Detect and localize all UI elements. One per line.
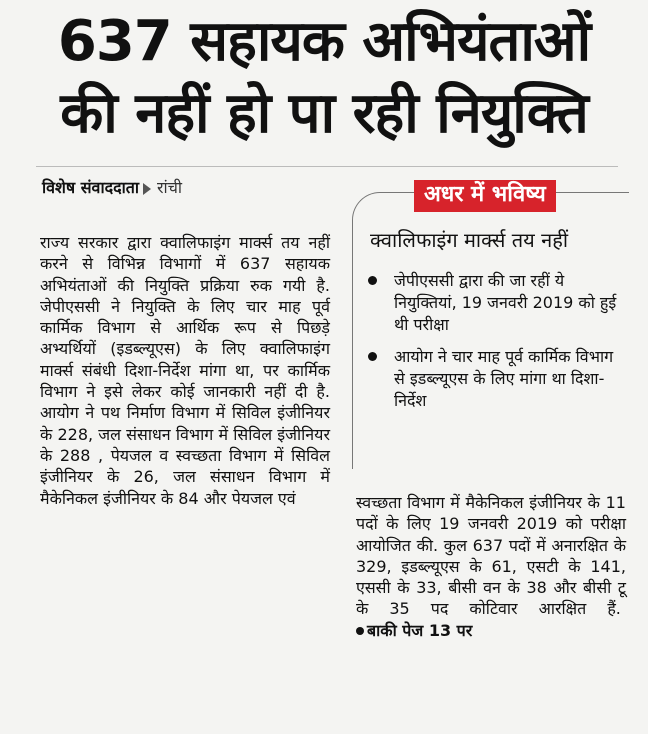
- article-paragraph-right-text: स्वच्छता विभाग में मैकेनिकल इंजीनियर के 11 पदों के लिए 19 जनवरी 2019 को परीक्षा आयोजित की. कुल 637 पदों में अनारक्षित के 329, इडब्ल्यूएस के 61, एसटी के 141, एससी के 33, बीसी वन के 38 और बीसी टू के 35 पद कोटिवार आरक्षित हैं.: [356, 493, 626, 619]
- continued-jump-text: बाकी पेज 13 पर: [367, 620, 473, 640]
- bullet-dot-icon: [356, 627, 364, 635]
- headline-line-1: 637 सहायक अभियंताओं: [57, 9, 591, 74]
- byline-reporter: विशेष संवाददाता: [42, 178, 139, 197]
- byline-city: रांची: [157, 178, 182, 197]
- sidebar-bullet-item: [364, 346, 628, 412]
- byline: [42, 176, 182, 198]
- article-paragraph-right: [356, 492, 626, 641]
- sidebar-tag: अधर में भविष्य: [414, 180, 556, 212]
- sidebar-bullet-item: [364, 270, 628, 336]
- article-paragraph-left: राज्य सरकार द्वारा क्वालिफाइंग मार्क्स तय नहीं करने से विभिन्न विभागों में 637 सहायक अभियंताओं की नियुक्ति प्रक्रिया रुक गयी है. जेपीएससी ने नियुक्ति के लिए चार माह पूर्व कार्मिक विभाग से आर्थिक रूप से पिछड़े अभ्यर्थियों (इडब्ल्यूएस) के लिए क्वालिफाइंग मार्क्स संबंधी दिशा-निर्देश मांगा था, पर कार्मिक विभाग ने इसे लेकर कोई जानकारी नहीं दी है. आयोग ने पथ निर्माण विभाग में सिविल इंजीनियर के 228, जल संसाधन विभाग में सिविल इंजीनियर के 288 , पेयजल व स्वच्छता विभाग में सिविल इंजीनियर के 26, जल संसाधन विभाग में मैकेनिकल इंजीनियर के 84 और पेयजल एवं: [40, 233, 330, 508]
- sidebar-subhead: क्वालिफाइंग मार्क्स तय नहीं: [370, 228, 569, 252]
- continued-jump: [356, 621, 472, 640]
- divider: [36, 166, 618, 167]
- sidebar-bullet-text: जेपीएससी द्वारा की जा रहीं ये नियुक्तियां, 19 जनवरी 2019 को हुई थी परीक्षा: [394, 271, 617, 334]
- article-body-left: [40, 232, 330, 509]
- bullet-dot-icon: [368, 352, 377, 361]
- headline-line-2: की नहीं हो पा रही नियुक्ति: [60, 81, 588, 146]
- play-triangle-icon: [143, 183, 151, 195]
- article-body-right: [356, 492, 626, 641]
- headline: [0, 6, 648, 150]
- sidebar-bullet-list: [364, 270, 628, 422]
- bullet-dot-icon: [368, 276, 377, 285]
- sidebar-box: [352, 178, 634, 478]
- sidebar-bullet-text: आयोग ने चार माह पूर्व कार्मिक विभाग से इडब्ल्यूएस के लिए मांगा था दिशा-निर्देश: [394, 347, 614, 410]
